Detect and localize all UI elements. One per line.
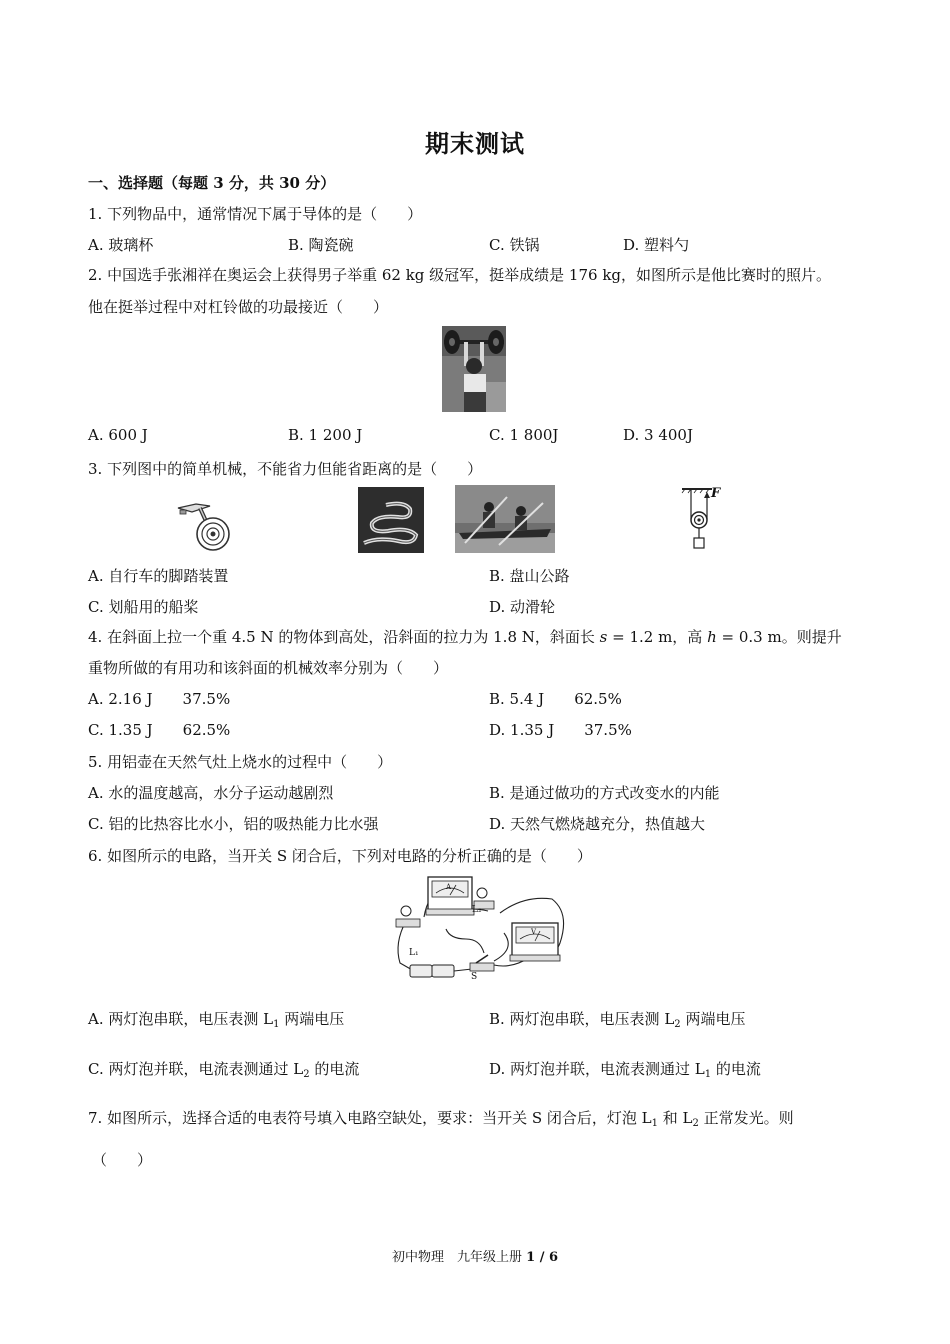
circuit-label-l1: L₁ bbox=[409, 948, 419, 958]
page-number: 1 / 6 bbox=[526, 1250, 559, 1265]
mountain-road-photo bbox=[358, 487, 424, 553]
question-2-stem-line2: 他在挺举过程中对杠铃做的功最接近（ ） bbox=[88, 298, 389, 316]
q4-option-a[interactable]: A. 2.16 J 37.5% bbox=[88, 690, 231, 708]
question-4-stem-line1: 4. 在斜面上拉一个重 4.5 N 的物体到高处，沿斜面的拉力为 1.8 N，斜面长 s = 1.2 m，高 h = 0.3 m。则提升 bbox=[88, 628, 842, 646]
q1-option-c[interactable]: C. 铁锅 bbox=[489, 236, 540, 254]
q3-option-d[interactable]: D. 动滑轮 bbox=[489, 598, 556, 616]
question-3-stem: 3. 下列图中的简单机械，不能省力但能省距离的是（ ） bbox=[88, 460, 483, 478]
circuit-label-v: V bbox=[531, 928, 537, 936]
q3-option-c[interactable]: C. 划船用的船桨 bbox=[88, 598, 199, 616]
question-2-stem-line1: 2. 中国选手张湘祥在奥运会上获得男子举重 62 kg 级冠军，挺举成绩是 176 kg，如图所示是他比赛时的照片。 bbox=[88, 266, 832, 284]
question-7-stem-line1: 7. 如图所示，选择合适的电表符号填入电路空缺处，要求：当开关 S 闭合后，灯泡 $L_1$ 和 $L_2$ 正常发光。则 bbox=[88, 1109, 794, 1129]
q5-option-b[interactable]: B. 是通过做功的方式改变水的内能 bbox=[489, 784, 720, 802]
rowing-canoe-photo bbox=[455, 485, 555, 553]
weightlifter-photo bbox=[442, 326, 506, 412]
page-footer: 初中物理 九年级上册 1 / 6 bbox=[391, 1250, 559, 1265]
circuit-label-s: S bbox=[471, 972, 478, 982]
q1-option-a[interactable]: A. 玻璃杯 bbox=[88, 236, 154, 254]
q2-option-b[interactable]: B. 1 200 J bbox=[288, 426, 363, 444]
section-heading: 一、选择题（每题 3 分，共 30 分） bbox=[88, 174, 336, 192]
q4-option-b[interactable]: B. 5.4 J 62.5% bbox=[489, 690, 622, 708]
q1-option-d[interactable]: D. 塑料勺 bbox=[623, 236, 690, 254]
force-label-f: F bbox=[711, 486, 721, 501]
q5-option-d[interactable]: D. 天然气燃烧越充分，热值越大 bbox=[489, 815, 706, 833]
question-1-stem: 1. 下列物品中，通常情况下属于导体的是（ ） bbox=[88, 205, 423, 223]
q6-option-d[interactable]: D. 两灯泡并联，电流表测通过 $L_1$ 的电流 bbox=[489, 1060, 761, 1080]
q2-option-c[interactable]: C. 1 800J bbox=[489, 426, 559, 444]
q4-option-d[interactable]: D. 1.35 J 37.5% bbox=[489, 721, 632, 739]
q6-option-b[interactable]: B. 两灯泡串联，电压表测 $L_2$ 两端电压 bbox=[489, 1010, 746, 1030]
q4-option-c[interactable]: C. 1.35 J 62.5% bbox=[88, 721, 231, 739]
bicycle-pedal-figure bbox=[172, 494, 236, 556]
q6-option-a[interactable]: A. 两灯泡串联，电压表测 $L_1$ 两端电压 bbox=[88, 1010, 345, 1030]
circuit-diagram bbox=[384, 873, 574, 983]
q2-option-d[interactable]: D. 3 400J bbox=[623, 426, 693, 444]
q1-option-b[interactable]: B. 陶瓷碗 bbox=[288, 236, 354, 254]
question-7-stem-line2: （ ） bbox=[92, 1151, 153, 1169]
q3-option-b[interactable]: B. 盘山公路 bbox=[489, 567, 570, 585]
q5-option-a[interactable]: A. 水的温度越高，水分子运动越剧烈 bbox=[88, 784, 334, 802]
question-5-stem: 5. 用铝壶在天然气灶上烧水的过程中（ ） bbox=[88, 753, 393, 771]
circuit-label-a: A bbox=[446, 883, 452, 891]
q3-option-a[interactable]: A. 自行车的脚踏装置 bbox=[88, 567, 229, 585]
question-4-stem-line2: 重物所做的有用功和该斜面的机械效率分别为（ ） bbox=[88, 659, 449, 677]
page-title: 期末测试 bbox=[425, 129, 525, 158]
q5-option-c[interactable]: C. 铝的比热容比水小，铝的吸热能力比水强 bbox=[88, 815, 379, 833]
q6-option-c[interactable]: C. 两灯泡并联，电流表测通过 $L_2$ 的电流 bbox=[88, 1060, 360, 1080]
question-6-stem: 6. 如图所示的电路，当开关 S 闭合后，下列对电路的分析正确的是（ ） bbox=[88, 847, 592, 865]
q2-option-a[interactable]: A. 600 J bbox=[88, 426, 148, 444]
circuit-label-l2: L₂ bbox=[472, 905, 482, 915]
